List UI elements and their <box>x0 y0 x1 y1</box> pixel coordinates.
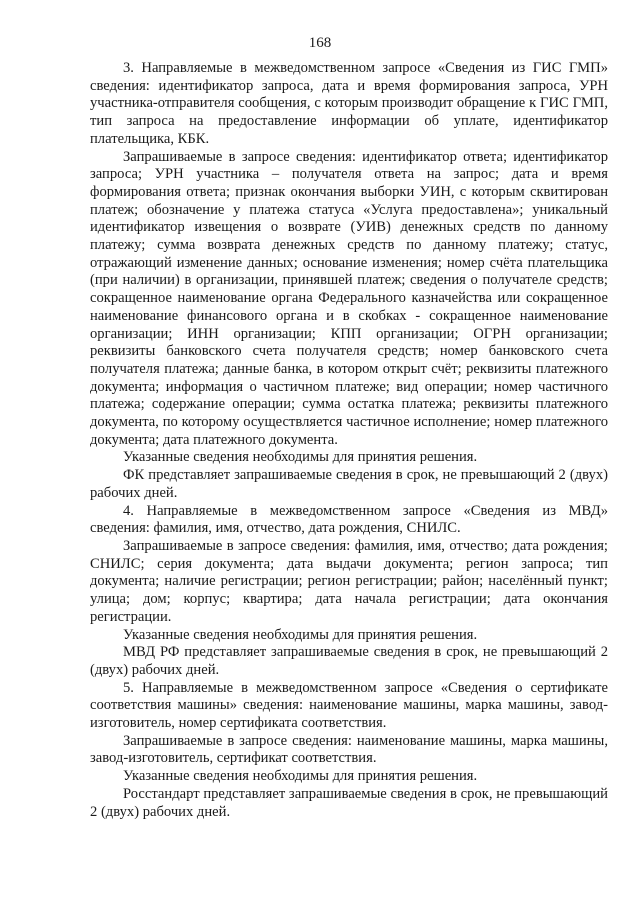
paragraph-decision-note: Указанные сведения необходимы для принятия решения. <box>123 626 478 643</box>
paragraph-gis-gmp-request: 3. Направляемые в межведомственном запросе «Сведения из ГИС ГМП» сведения: идентификатор запроса, дата и время формирования запроса, УРН участника-отправителя сообщения, с которым производит обращение к ГИС ГМП, тип запроса на предоставление информации об уплате, идентификатор плательщика, КБК. <box>90 60 608 147</box>
paragraph-gis-gmp-response-fields: Запрашиваемые в запросе сведения: идентификатор ответа; идентификатор запроса; УРН участника – получателя ответа на запрос; дата и время формирования ответа; признак окончания выборки УИН, с которым сквитирован платеж; обозначение у платежа статуса «Услуга предоставлена»; уникальный идентификатор извещения о возврате (УИВ) денежных средств по данному платежу; сумма возврата денежных средств по данному платежу; статус, отражающий изменение данных; основание изменения; номер счёта плательщика (при наличии) в организации, принявшей платеж; сведения о получателе средств; сокращенное наименование органа Федерального казначейства или сокращенное наименование финансового органа и в скобках - сокращенное наименование организации; ИНН организации; КПП организации; ОГРН организации; реквизиты банковского счета получателя средств; номер банковского счета получателя платежа; данные банка, в котором открыт счёт; реквизиты платежного документа; информация о частичном платеже; вид операции; номер частичного платежа; содержание операции; сумма остатка платежа; реквизиты платежного документа, по которому осуществляется частичное исполнение; номер платежного документа; дата платежного документа. <box>90 148 608 448</box>
paragraph-mvd-request: 4. Направляемые в межведомственном запросе «Сведения из МВД» сведения: фамилия, имя, отчество, дата рождения, СНИЛС. <box>90 502 608 537</box>
paragraph-mvd-deadline: МВД РФ представляет запрашиваемые сведения в срок, не превышающий 2 (двух) рабочих дней. <box>90 644 608 678</box>
paragraph-decision-note: Указанные сведения необходимы для принятия решения. <box>123 449 478 466</box>
document-body <box>90 60 608 821</box>
paragraph-certificate-response-fields: Запрашиваемые в запросе сведения: наименование машины, марка машины, завод-изготовитель, сертификат соответствия. <box>90 732 608 767</box>
paragraph-certificate-request: 5. Направляемые в межведомственном запросе «Сведения о сертификате соответствия машины» сведения: наименование машины, марка машины, завод-изготовитель, номер сертификата соответствия. <box>90 679 608 732</box>
paragraph-rosstandart-deadline: Росстандарт представляет запрашиваемые сведения в срок, не превышающий 2 (двух) рабочих дней. <box>90 785 608 820</box>
paragraph-decision-note: Указанные сведения необходимы для принятия решения. <box>123 768 478 785</box>
paragraph-fk-deadline: ФК представляет запрашиваемые сведения в срок, не превышающий 2 (двух) рабочих дней. <box>90 467 608 501</box>
page-number: 168 <box>308 35 332 51</box>
paragraph-mvd-response-fields: Запрашиваемые в запросе сведения: фамилия, имя, отчество; дата рождения; СНИЛС; серия документа; дата выдачи документа; регион запроса; тип документа; наличие регистрации; регион регистрации; район; населённый пункт; улица; дом; корпус; квартира; дата начала регистрации; дата окончания регистрации. <box>90 537 608 625</box>
